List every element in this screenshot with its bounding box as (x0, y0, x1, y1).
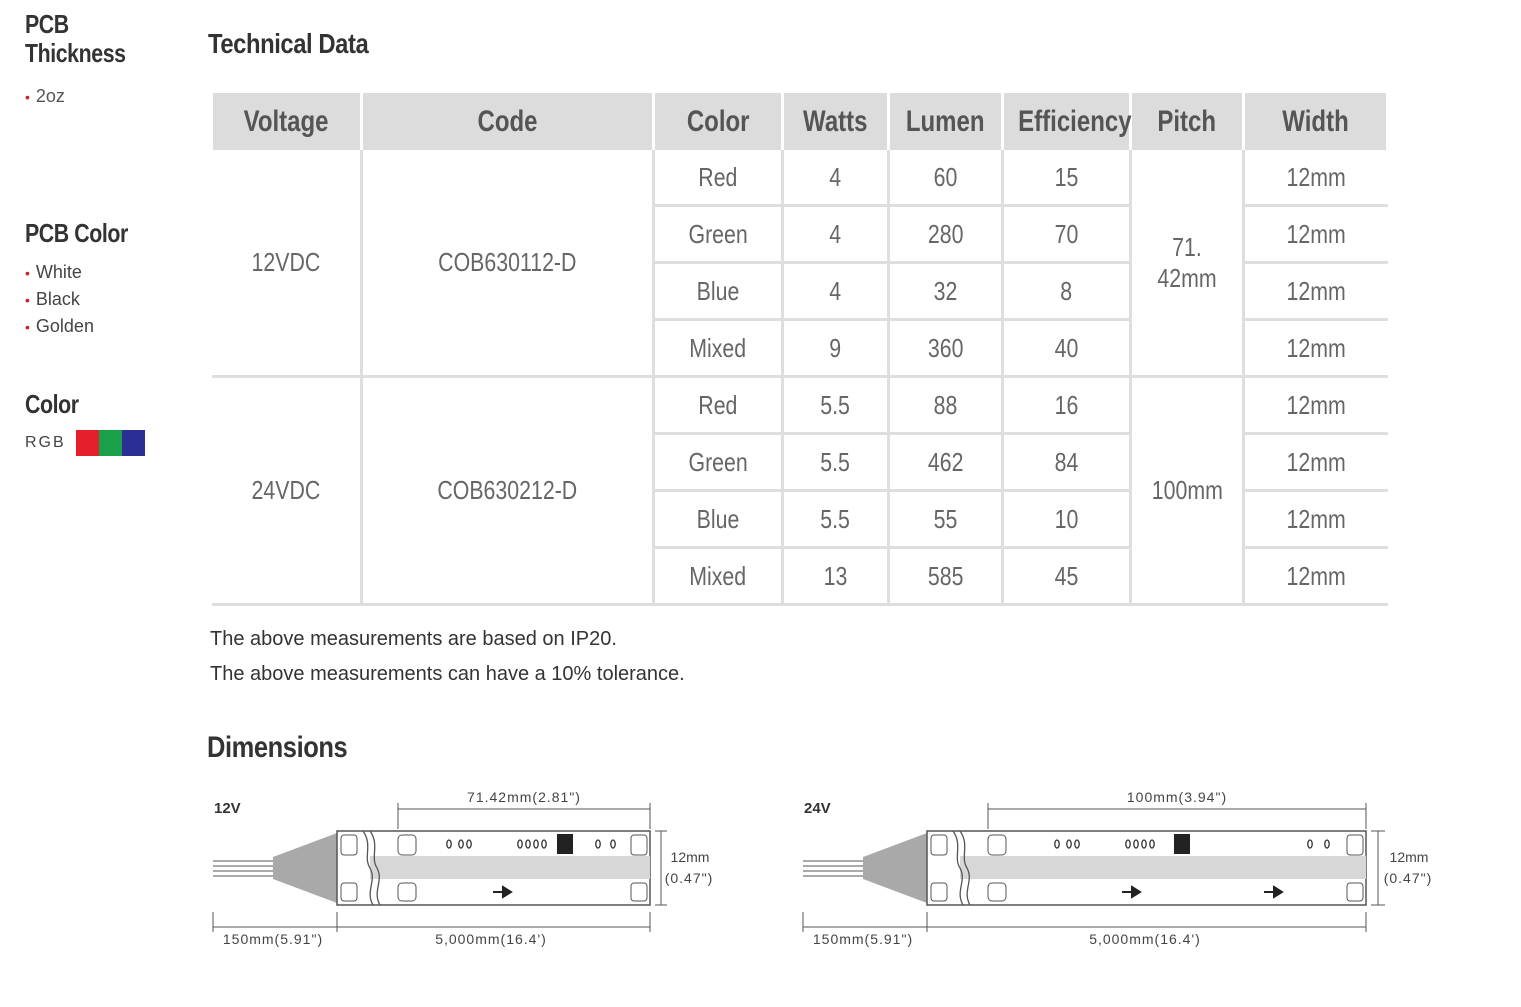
width-cell: 12mm (1244, 150, 1388, 206)
pcb-color-list (25, 259, 94, 340)
header-watts: Watts (783, 93, 889, 150)
width-cell: 12mm (1244, 320, 1388, 377)
pcb-thickness-heading: PCB Thickness (25, 9, 126, 68)
width-cell: 12mm (1244, 377, 1388, 434)
width-cell: 12mm (1244, 491, 1388, 548)
ic-chip (557, 834, 573, 854)
watts-cell: 5.5 (783, 491, 889, 548)
width-cell: 12mm (1244, 434, 1388, 491)
list-item: • Golden (25, 316, 94, 336)
dimension-drawing-24v (795, 785, 1455, 950)
header-width: Width (1244, 93, 1388, 150)
lumen-cell: 60 (889, 150, 1003, 206)
dimensions-title: Dimensions (207, 731, 348, 764)
red-swatch (76, 430, 99, 456)
list-item: • Black (25, 289, 80, 309)
bullet-icon: • (25, 89, 30, 105)
bullet-icon: • (25, 319, 30, 335)
efficiency-cell: 10 (1003, 491, 1131, 548)
end-cap (273, 833, 337, 903)
table-header-row (212, 93, 1388, 150)
dimension-drawing-12v (205, 785, 725, 950)
width-cell: 12mm (1244, 206, 1388, 263)
watts-cell: 4 (783, 150, 889, 206)
efficiency-cell: 84 (1003, 434, 1131, 491)
end-cap (863, 833, 927, 903)
measurement-note: The above measurements are based on IP20. (210, 628, 617, 650)
drawing-label: 12V (214, 800, 241, 817)
width-label-in: (0.47") (664, 870, 714, 886)
list-item: • White (25, 262, 82, 282)
tolerance-note: The above measurements can have a 10% tolerance. (210, 663, 685, 685)
color-cell: Mixed (654, 320, 783, 377)
watts-cell: 4 (783, 206, 889, 263)
strip-length-label: 5,000mm(16.4') (435, 931, 547, 947)
width-label-mm: 12mm (670, 849, 710, 865)
efficiency-cell: 70 (1003, 206, 1131, 263)
pitch-cell: 100mm (1131, 377, 1244, 605)
header-lumen: Lumen (889, 93, 1003, 150)
bullet-icon: • (25, 292, 30, 308)
pitch-cell: 71. 42mm (1131, 150, 1244, 377)
pitch-dimension-label: 100mm(3.94") (1126, 789, 1228, 805)
color-cell: Blue (654, 263, 783, 320)
width-label-mm: 12mm (1389, 849, 1429, 865)
width-label-in: (0.47") (1383, 870, 1433, 886)
color-cell: Red (654, 150, 783, 206)
watts-cell: 4 (783, 263, 889, 320)
lumen-cell: 585 (889, 548, 1003, 605)
lead-length-label: 150mm(5.91") (222, 931, 324, 947)
pitch-dimension-label: 71.42mm(2.81") (467, 789, 581, 805)
rgb-label: RGB (25, 434, 66, 451)
green-swatch (99, 430, 122, 456)
efficiency-cell: 45 (1003, 548, 1131, 605)
header-efficiency: Efficiency (1003, 93, 1131, 150)
width-cell: 12mm (1244, 548, 1388, 605)
color-cell: Blue (654, 491, 783, 548)
width-cell: 12mm (1244, 263, 1388, 320)
color-cell: Red (654, 377, 783, 434)
watts-cell: 5.5 (783, 434, 889, 491)
led-strip (927, 831, 1366, 905)
efficiency-cell: 40 (1003, 320, 1131, 377)
rgb-swatch-row (25, 430, 145, 456)
voltage-cell: 12VDC (212, 150, 362, 377)
technical-data-title: Technical Data (208, 28, 369, 59)
bullet-icon: • (25, 265, 30, 281)
pcb-color-heading: PCB Color (25, 218, 128, 248)
list-item: • 2oz (25, 86, 65, 106)
header-color: Color (654, 93, 783, 150)
watts-cell: 9 (783, 320, 889, 377)
wire-leads (803, 861, 865, 876)
watts-cell: 5.5 (783, 377, 889, 434)
strip-length-label: 5,000mm(16.4') (1089, 931, 1201, 947)
color-cell: Mixed (654, 548, 783, 605)
table-row (212, 377, 1388, 434)
wire-leads (213, 861, 275, 876)
efficiency-cell: 16 (1003, 377, 1131, 434)
lumen-cell: 88 (889, 377, 1003, 434)
ic-chip (1174, 834, 1190, 854)
header-code: Code (362, 93, 654, 150)
color-cell: Green (654, 434, 783, 491)
lumen-cell: 360 (889, 320, 1003, 377)
watts-cell: 13 (783, 548, 889, 605)
technical-data-table (210, 93, 1389, 606)
lumen-cell: 280 (889, 206, 1003, 263)
pcb-thickness-list (25, 86, 65, 107)
led-strip (337, 831, 650, 905)
code-cell: COB630112-D (362, 150, 654, 377)
header-pitch: Pitch (1131, 93, 1244, 150)
lumen-cell: 32 (889, 263, 1003, 320)
header-voltage: Voltage (212, 93, 362, 150)
lead-length-label: 150mm(5.91") (812, 931, 914, 947)
color-cell: Green (654, 206, 783, 263)
blue-swatch (122, 430, 145, 456)
efficiency-cell: 8 (1003, 263, 1131, 320)
efficiency-cell: 15 (1003, 150, 1131, 206)
voltage-cell: 24VDC (212, 377, 362, 605)
code-cell: COB630212-D (362, 377, 654, 605)
lumen-cell: 55 (889, 491, 1003, 548)
drawing-label: 24V (804, 800, 831, 817)
lumen-cell: 462 (889, 434, 1003, 491)
color-heading: Color (25, 389, 79, 419)
table-row (212, 150, 1388, 206)
